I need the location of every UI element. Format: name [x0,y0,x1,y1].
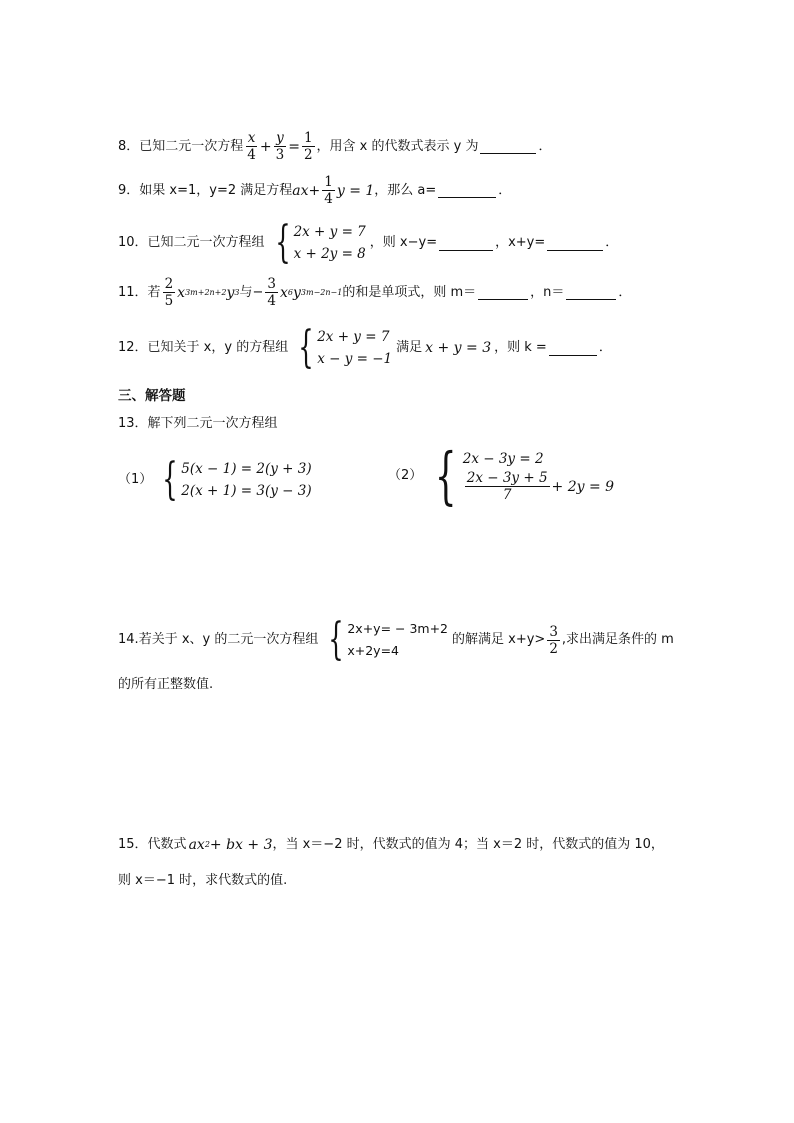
q13-part-2 [388,438,618,512]
q13-text: 解下列二元一次方程组 [147,416,278,431]
q14-equation-system [322,614,449,665]
question-14-line-2 [118,676,213,694]
frac-denominator: 4 [324,191,333,207]
q10-answer-blank-1[interactable] [439,236,493,251]
q13-part2-fraction [465,470,550,503]
frac-numerator: y [276,130,284,146]
q8-fraction-y-over-3 [274,130,287,163]
q11-base-y: y [226,284,235,301]
brace-icon: { [162,454,178,505]
q11-base-x-2: x [280,284,288,301]
q14-text-2: 的解满足 x+y> [452,632,546,647]
q11-answer-blank-n[interactable] [566,285,616,300]
q15-text: 代数式 [147,837,187,852]
q11-exponent-4: 3m−2n−1 [300,287,343,297]
q12-equation-1: 2x + y = 7 [317,329,390,345]
question-12 [118,322,612,373]
frac-numerator: x [247,130,256,146]
q11-number: 11． [118,284,148,300]
q13-part2-label: （2） [388,467,423,483]
q11-end: ． [618,284,632,300]
q13-part1-label: （1） [118,472,153,487]
q10-equation-2: x + 2y = 8 [293,246,366,262]
q10-end: ． [605,235,619,250]
frac-denominator: 7 [502,487,512,503]
q9-answer-blank[interactable] [438,183,496,198]
q11-fraction-2-over-5 [163,276,176,309]
q11-text: 若 [147,284,161,300]
q11-base-y-2: y [293,284,301,301]
q15-text-2: ，当 x＝−2 时，代数式的值为 4；当 x＝2 时，代数式的值为 10， [272,837,664,852]
q13-part2-equation-2 [463,470,614,503]
q12-text-3: ，则 k = [494,340,547,355]
question-14 [118,614,674,665]
q11-text-3: 的和是单项式，则 m＝ [342,284,477,300]
q14-equation-1: 2x+y= − 3m+2 [347,621,449,636]
question-9 [118,174,511,207]
q12-number: 12． [118,340,148,355]
q8-answer-blank[interactable] [480,139,536,154]
q13-part2-equation-2-rest: + 2y = 9 [551,478,615,495]
q10-equation-system [269,217,366,268]
q10-answer-blank-2[interactable] [547,236,603,251]
q11-base-x: x [177,284,186,301]
frac-numerator: 2x − 3y + 5 [466,470,548,486]
q10-text: 已知二元一次方程组 [147,235,265,250]
section-heading: 三、解答题 [118,388,186,404]
q14-fraction-3-over-2 [547,624,560,657]
frac-numerator: 1 [303,130,313,146]
q10-text-2: ，则 x−y= [369,235,438,250]
q14-number: 14. [118,632,139,647]
q13-number: 13． [118,416,148,431]
plus-sign: + [259,138,272,155]
q11-fraction-3-over-4 [265,276,278,309]
q15-expr-2: + bx + 3 [209,837,273,853]
q9-end: ． [498,182,512,198]
frac-denominator: 5 [164,293,174,309]
q15-line-2: 则 x＝−1 时，求代数式的值. [118,873,288,888]
q12-text: 已知关于 x，y 的方程组 [147,340,289,355]
q8-text-2: ，用含 x 的代数式表示 y 为 [316,138,479,154]
q8-end: ． [538,138,552,154]
q14-equation-2: x+2y=4 [347,643,399,658]
q13-part1-equation-2: 2(x + 1) = 3(y − 3) [181,483,312,499]
brace-icon: { [435,438,457,512]
q15-expr: ax [188,837,205,853]
q11-exponent-1: 3m+2n+2 [185,287,227,297]
frac-numerator: 2 [164,276,174,292]
q8-number: 8． [118,138,140,154]
q9-number: 9． [118,182,140,198]
q8-text: 已知二元一次方程 [139,138,244,154]
q12-end: ． [598,340,612,355]
frac-denominator: 2 [549,640,558,657]
q15-number: 15． [118,837,148,852]
frac-numerator: 3 [549,623,558,640]
q9-expr: ax+ [292,182,321,199]
q11-answer-blank-m[interactable] [478,285,528,300]
q11-text-2: 与− [239,284,264,300]
q8-fraction-1-over-2 [302,130,315,163]
frac-denominator: 2 [303,147,313,163]
q13-part-1 [118,454,316,505]
q12-equation-system [292,322,393,373]
q8-fraction-x-over-4 [245,130,258,163]
brace-icon: { [298,322,314,373]
q10-number: 10． [118,235,148,250]
q9-expr-2: y = 1 [336,182,375,199]
q12-answer-blank[interactable] [549,341,597,356]
q12-equation-2: x − y = −1 [317,351,393,367]
q13-part2-system [426,438,615,512]
q11-exponent-3: 6 [287,287,293,297]
q11-exponent-2: 3 [234,287,240,297]
frac-denominator: 4 [267,293,276,309]
q10-equation-1: 2x + y = 7 [293,224,366,240]
brace-icon: { [274,217,291,268]
frac-denominator: 3 [275,147,285,163]
q14-text-3: ,求出满足条件的 m [561,632,674,647]
q12-text-2: 满足 [396,340,423,355]
frac-numerator: 3 [267,276,276,292]
q13-part1-system [156,454,312,505]
q15-exponent: 2 [204,840,210,849]
q9-fraction-1-over-4 [322,174,335,207]
question-15 [118,836,664,854]
q12-condition: x + y = 3 [425,340,492,356]
q9-text: 如果 x=1，y=2 满足方程 [139,182,293,198]
q9-text-2: ，那么 a= [374,182,437,198]
question-10 [118,217,619,268]
question-8 [118,130,551,163]
q11-text-4: ，n＝ [530,284,565,300]
question-15-line-2 [118,872,287,890]
q14-text: 若关于 x、y 的二元一次方程组 [138,632,319,647]
q14-line-2: 的所有正整数值. [118,677,214,692]
question-11 [118,276,631,309]
q10-text-3: ，x+y= [495,235,546,250]
brace-icon: { [328,614,345,665]
frac-numerator: 1 [324,174,333,190]
q13-part1-equation-1: 5(x − 1) = 2(y + 3) [181,461,312,477]
frac-denominator: 4 [247,147,256,163]
equals-sign: = [288,138,300,155]
q13-part2-equation-1: 2x − 3y = 2 [462,451,544,467]
question-13 [118,415,278,433]
